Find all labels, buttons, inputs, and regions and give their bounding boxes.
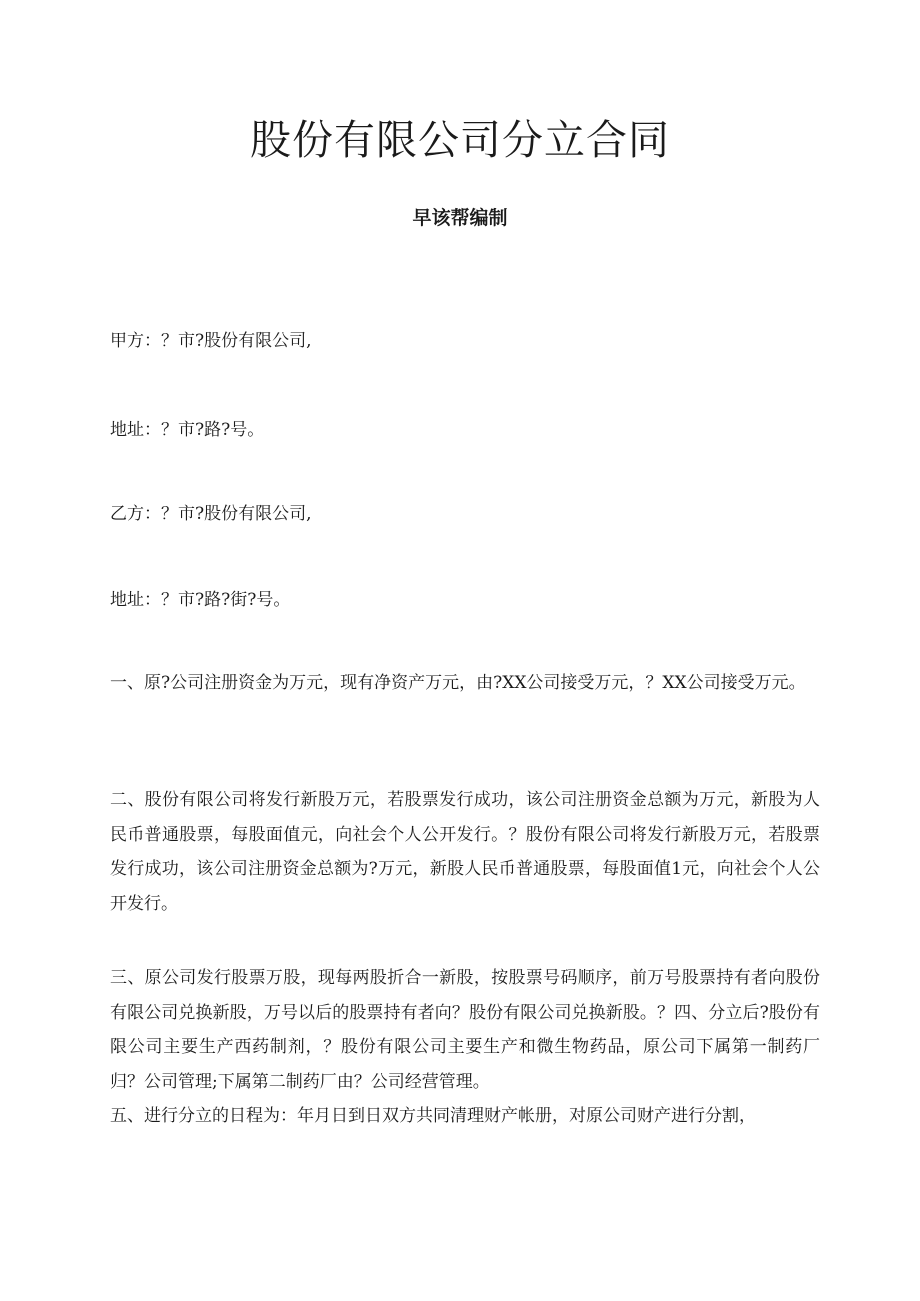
party-b: 乙方：？市?股份有限公司, <box>110 504 312 524</box>
document-author: 早该帮编制 <box>412 207 508 229</box>
party-a: 甲方：？市?股份有限公司, <box>110 331 312 351</box>
clause-1: 一、原?公司注册资金为万元，现有净资产万元，由?XX公司接受万元，？XX公司接受万元。 <box>110 673 806 693</box>
document-title: 股份有限公司分立合同 <box>250 116 670 164</box>
party-a-address: 地址：？市?路?号。 <box>110 420 265 440</box>
clause-2: 二、股份有限公司将发行新股万元，若股票发行成功，该公司注册资金总额为万元，新股为人民币普通股票，每股面值元，向社会个人公开发行。？股份有限公司将发行新股万元，若股票发行成功，该公司注册资金总额为?万元，新股人民币普通股票，每股面值1元，向社会个人公开发行。 <box>110 790 820 914</box>
party-b-address: 地址：？市?路?街?号。 <box>110 590 291 610</box>
clause-3: 三、原公司发行股票万股，现每两股折合一新股，按股票号码顺序，前万号股票持有者向股份有限公司兑换新股，万号以后的股票持有者向？股份有限公司兑换新股。？四、分立后?股份有限公司主要生产西药制剂，？股份有限公司主要生产和微生物药品，原公司下属第一制药厂归？公司管理;下属第二制药厂由？公司经营管理。 <box>110 968 820 1092</box>
clause-5: 五、进行分立的日程为：年月日到日双方共同清理财产帐册，对原公司财产进行分割， <box>110 1106 756 1126</box>
